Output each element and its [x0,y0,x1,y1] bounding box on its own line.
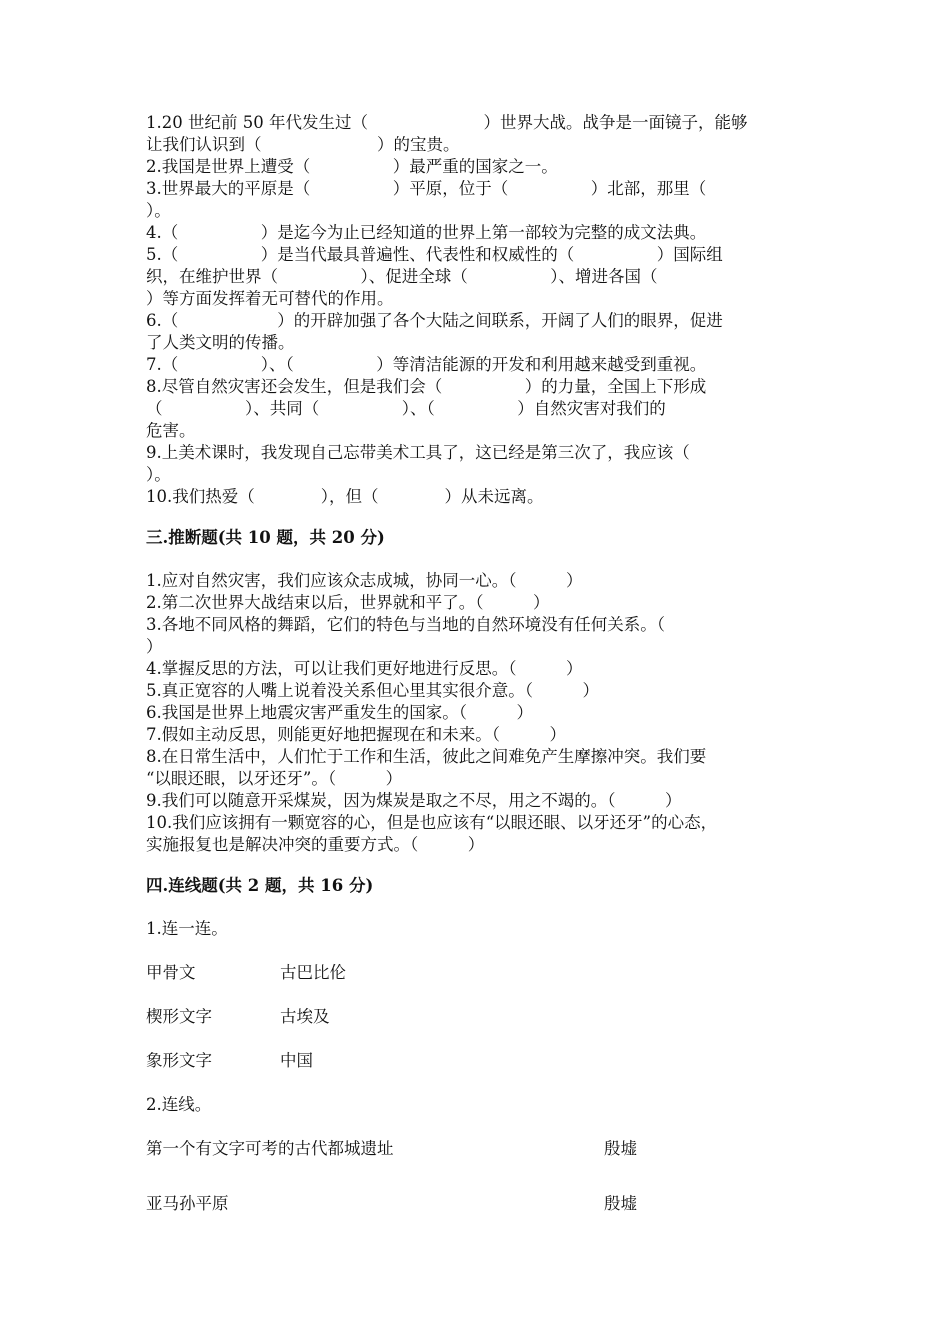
text-line: 5.（ ）是当代最具普遍性、代表性和权威性的（ ）国际组 [146,245,723,264]
text-line: 1.应对自然灾害，我们应该众志成城，协同一心。（ ） [146,571,583,590]
text-line: ）。 [146,465,171,484]
text-line: 6.我国是世界上地震灾害严重发生的国家。（ ） [146,703,533,722]
match-right: 中国 [280,1051,313,1070]
text-line: 1.20 世纪前 50 年代发生过（ ）世界大战。战争是一面镜子，能够 [146,113,748,132]
text-line: 8.尽管自然灾害还会发生，但是我们会（ ）的力量，全国上下形成 [146,377,707,396]
section-heading-matching: 四.连线题(共 2 题，共 16 分) [146,876,374,895]
text-line: 9.我们可以随意开采煤炭，因为煤炭是取之不尽，用之不竭的。（ ） [146,791,682,810]
text-line: 3.各地不同风格的舞蹈，它们的特色与当地的自然环境没有任何关系。（ [146,615,665,634]
exam-page [146,112,816,1248]
match-pair [146,1138,816,1160]
text-line: 8.在日常生活中，人们忙于工作和生活，彼此之间难免产生摩擦冲突。我们要 [146,747,707,766]
text-line: 了人类文明的传播。 [146,333,295,352]
match-pair [146,1050,816,1072]
text-line: ）。 [146,201,171,220]
question-title: 1.连一连。 [146,919,228,938]
match-left: 象形文字 [146,1051,212,1070]
text-line: 10.我们应该拥有一颗宽容的心，但是也应该有“以眼还眼、以牙还牙”的心态， [146,813,718,832]
match-right: 殷墟 [604,1139,637,1158]
text-line: 2.我国是世界上遭受（ ）最严重的国家之一。 [146,157,558,176]
question-title: 2.连线。 [146,1095,212,1114]
match-left: 第一个有文字可考的古代都城遗址 [146,1139,394,1158]
match-right: 古埃及 [280,1007,330,1026]
text-line: 织，在维护世界（ ）、促进全球（ ）、增进各国（ [146,267,658,286]
match-pair [146,1193,816,1215]
text-line: 9.上美术课时，我发现自己忘带美术工具了，这已经是第三次了，我应该（ [146,443,690,462]
text-line: 6.（ ）的开辟加强了各个大陆之间联系，开阔了人们的眼界，促进 [146,311,723,330]
text-line: 7.（ ）、（ ）等清洁能源的开发和利用越来越受到重视。 [146,355,707,374]
text-line: ） [146,637,163,656]
text-line: （ ）、共同（ ）、（ ）自然灾害对我们的 [146,399,666,418]
text-line: 让我们认识到（ ）的宝贵。 [146,135,460,154]
text-line: 5.真正宽容的人嘴上说着没关系但心里其实很介意。（ ） [146,681,599,700]
match-left: 亚马孙平原 [146,1194,229,1213]
text-line: 实施报复也是解决冲突的重要方式。（ ） [146,835,485,854]
text-line: 4.（ ）是迄今为止已经知道的世界上第一部较为完整的成文法典。 [146,223,707,242]
text-line: ）等方面发挥着无可替代的作用。 [146,289,394,308]
match-pair [146,962,816,984]
text-line: 2.第二次世界大战结束以后，世界就和平了。（ ） [146,593,550,612]
match-left: 甲骨文 [146,963,196,982]
judgment-questions [146,570,816,856]
text-line: “以眼还眼，以牙还牙”。（ ） [146,769,403,788]
fill-in-questions [146,112,816,508]
text-line: 10.我们热爱（ ），但（ ）从未远离。 [146,487,544,506]
match-right: 古巴比伦 [280,963,346,982]
match-left: 楔形文字 [146,1007,212,1026]
match-pair [146,1006,816,1028]
text-line: 3.世界最大的平原是（ ）平原，位于（ ）北部，那里（ [146,179,707,198]
section-heading-judgment: 三.推断题(共 10 题，共 20 分) [146,528,385,547]
match-right: 殷墟 [604,1194,637,1213]
text-line: 4.掌握反思的方法，可以让我们更好地进行反思。（ ） [146,659,583,678]
text-line: 7.假如主动反思，则能更好地把握现在和未来。（ ） [146,725,566,744]
text-line: 危害。 [146,421,196,440]
